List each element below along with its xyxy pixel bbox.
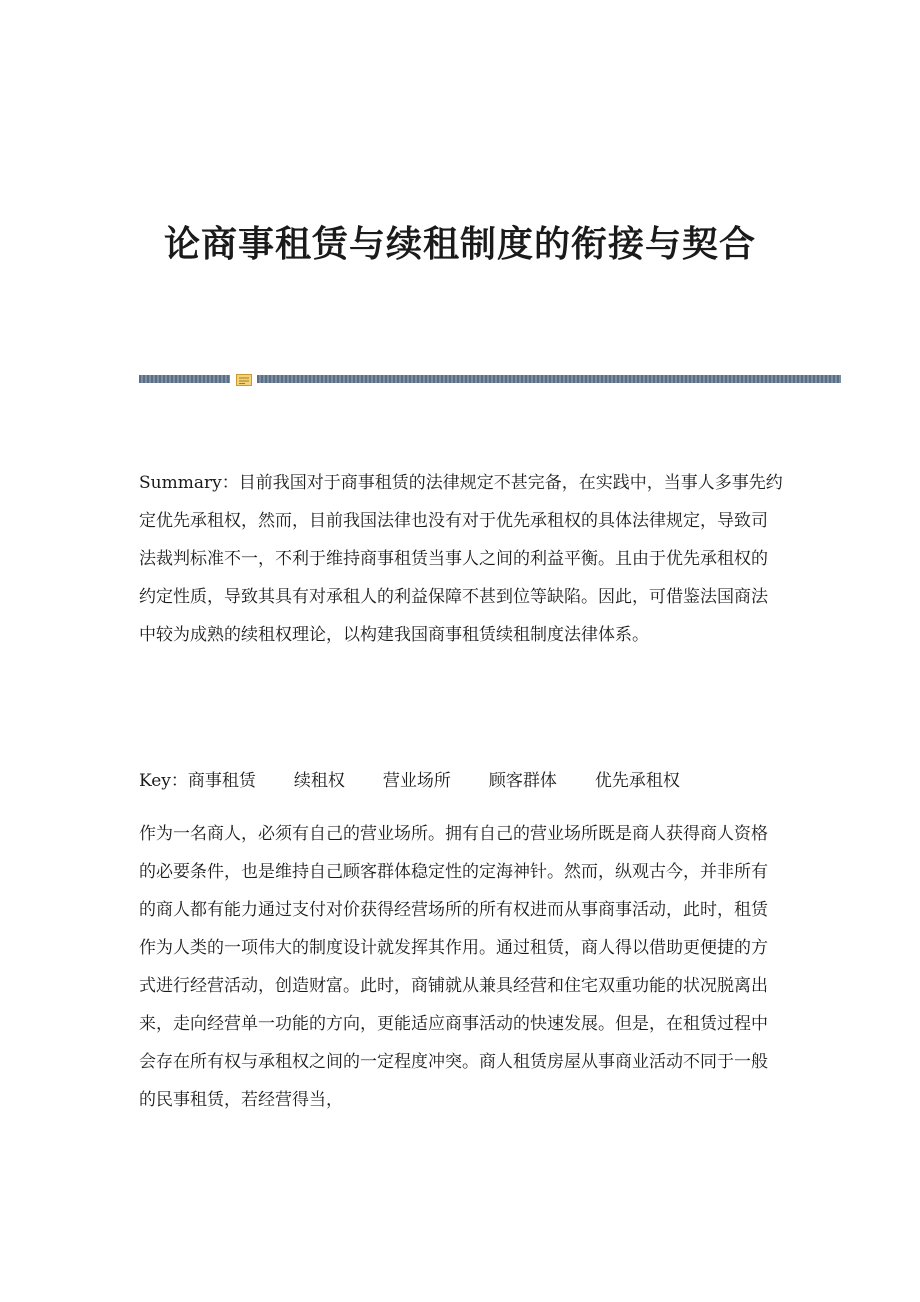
summary-paragraph xyxy=(139,464,784,654)
keyword: 顾客群体 xyxy=(488,771,557,791)
summary-text: 目前我国对于商事租赁的法律规定不甚完备，在实践中，当事人多事先约定优先承租权，然而，目前我国法律也没有对于优先承租权的具体法律规定，导致司法裁判标准不一，不利于维持商事租赁当事人之间的利益平衡。且由于优先承租权的约定性质，导致其具有对承租人的利益保障不甚到位等缺陷。因此，可借鉴法国商法中较为成熟的续租权理论，以构建我国商事租赁续租制度法律体系。 xyxy=(139,473,783,645)
keywords-label: Key： xyxy=(139,771,188,791)
title-divider-left xyxy=(139,375,230,383)
document-title: 论商事租赁与续租制度的衔接与契合 xyxy=(163,223,756,265)
keywords-line xyxy=(139,762,680,800)
keyword: 优先承租权 xyxy=(594,771,680,791)
body-paragraph: 作为一名商人，必须有自己的营业场所。拥有自己的营业场所既是商人获得商人资格的必要条件，也是维持自己顾客群体稳定性的定海神针。然而，纵观古今，并非所有的商人都有能力通过支付对价获得经营场所的所有权进而从事商事活动，此时，租赁作为人类的一项伟大的制度设计就发挥其作用。通过租赁，商人得以借助更便捷的方式进行经营活动，创造财富。此时，商铺就从兼具经营和住宅双重功能的状况脱离出来，走向经营单一功能的方向，更能适应商事活动的快速发展。但是，在租赁过程中会存在所有权与承租权之间的一定程度冲突。商人租赁房屋从事商业活动不同于一般的民事租赁，若经营得当， xyxy=(139,824,768,1110)
title-divider-right xyxy=(257,375,841,383)
keyword: 商事租赁 xyxy=(187,771,256,791)
summary-label: Summary： xyxy=(139,473,239,493)
keyword: 续租权 xyxy=(293,771,345,791)
keyword: 营业场所 xyxy=(382,771,451,791)
divider-ornament-icon xyxy=(236,372,252,386)
